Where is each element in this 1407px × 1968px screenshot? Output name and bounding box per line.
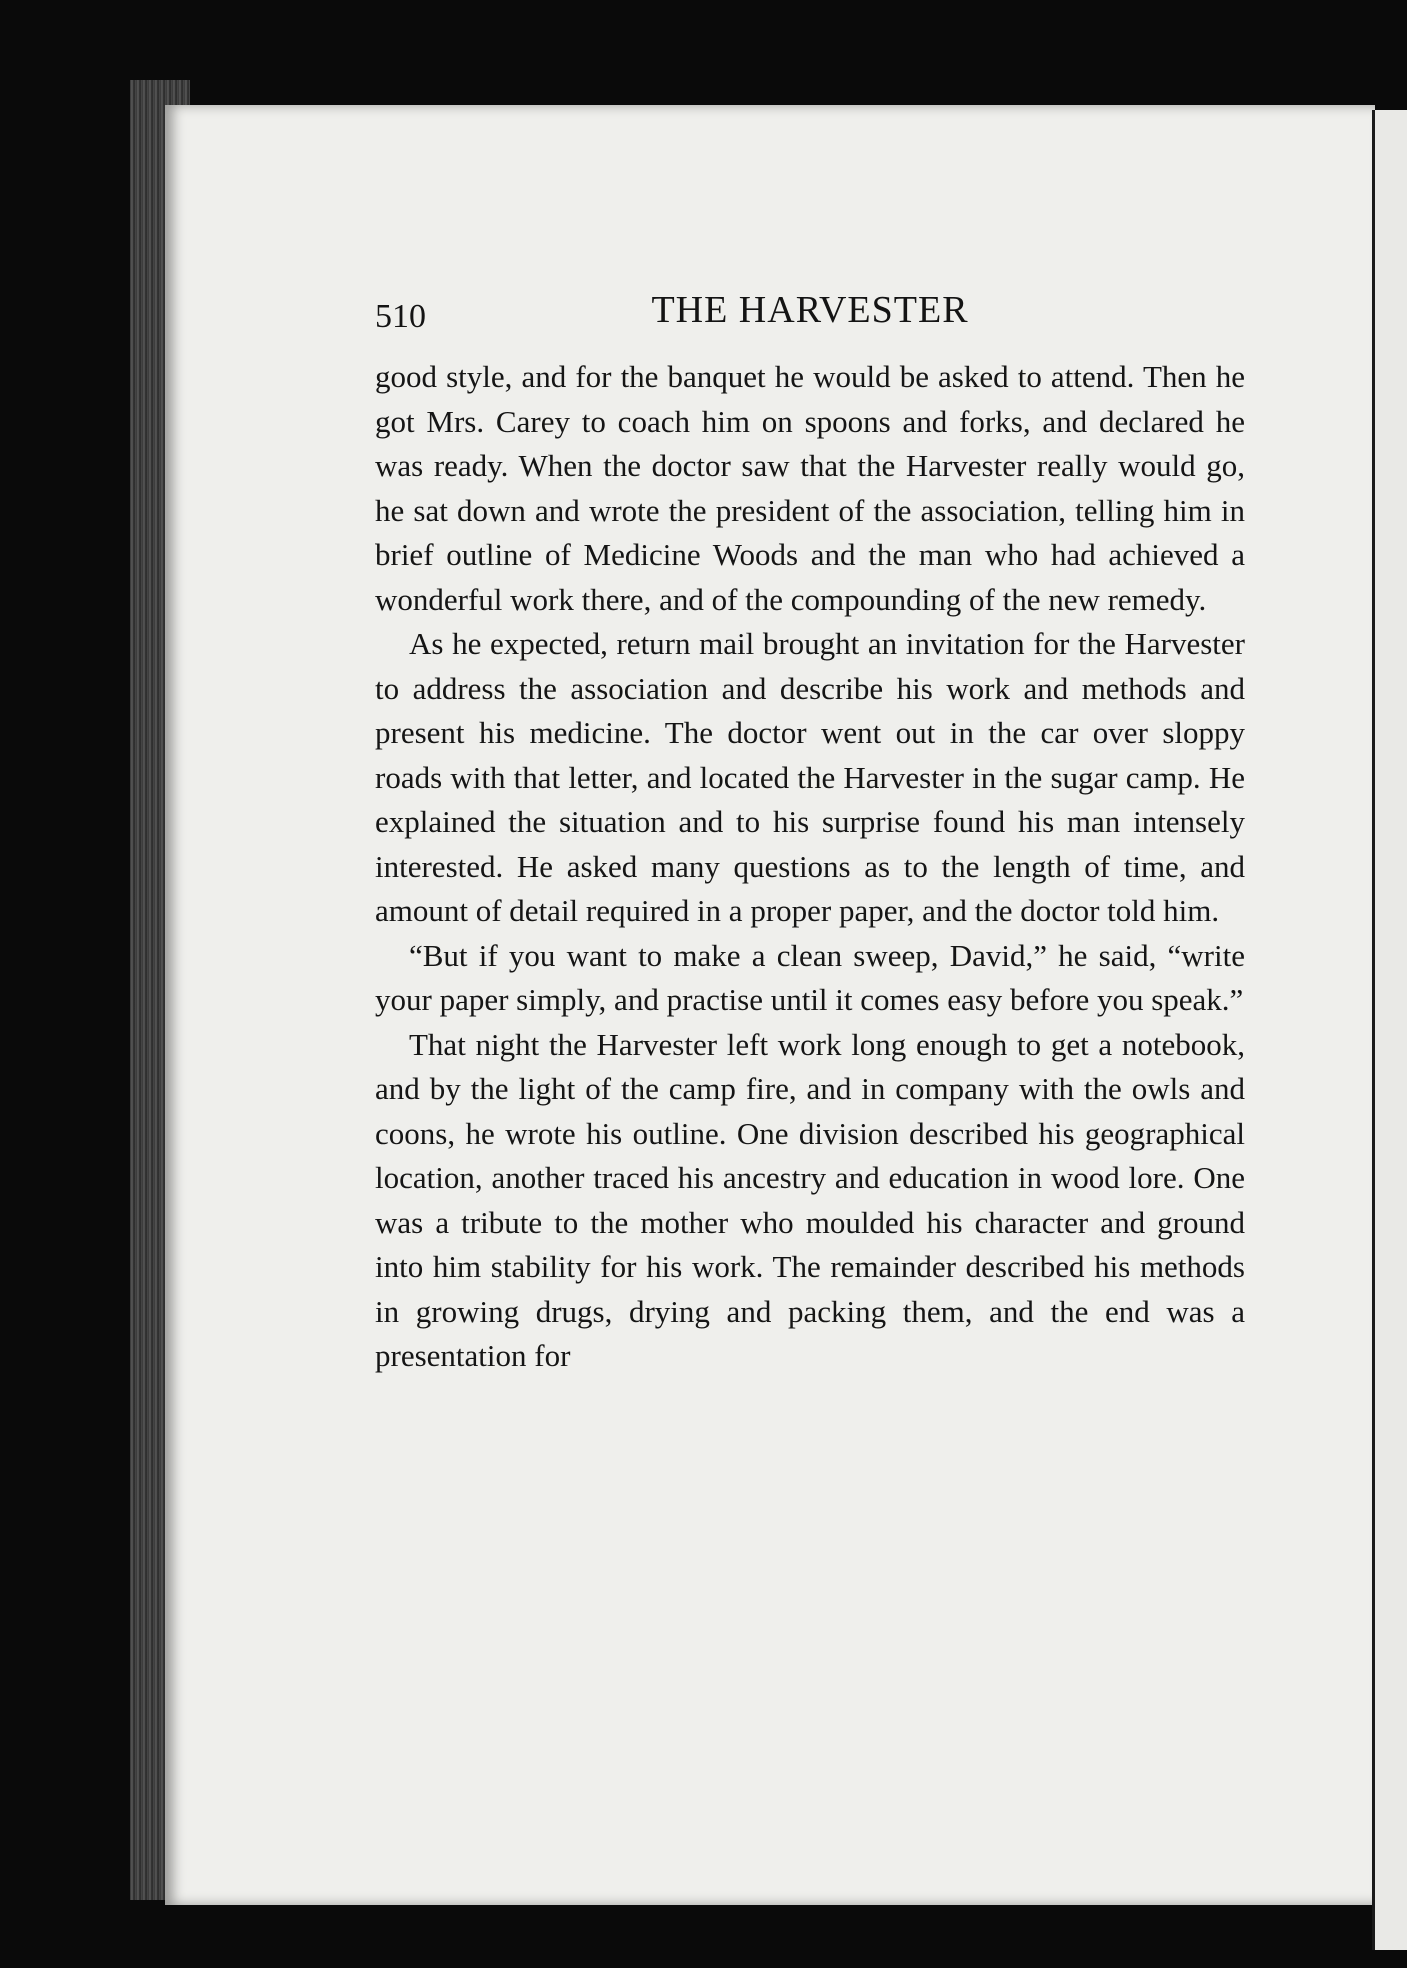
paragraph: That night the Harvester left work long enough to get a notebook, and by the light of the camp fire, and in company with the owls and coons, he wrote his outline. One division described his geographical location, another traced his ancestry and education in wood lore. One was a tribute to the mother who moulded his character and ground into him stability for his work. The remainder described his methods in growing drugs, drying and packing them, and the end was a presentation for [375, 1026, 1245, 1373]
running-head: THE HARVESTER [651, 289, 969, 331]
paragraph: As he expected, return mail brought an invitation for the Harvester to address the association and describe his work and methods and present his medicine. The doctor went out in the car over sloppy roads with that letter, and located the Harvester in the sugar camp. He explained the situation and to his surprise found his man intensely interested. He asked many questions as to the length of time, and amount of detail required in a proper paper, and the doctor told him. [375, 626, 1245, 928]
page-header [375, 288, 1245, 348]
paragraph: good style, and for the banquet he would be asked to attend. Then he got Mrs. Carey to coach him on spoons and forks, and declared he was ready. When the doctor saw that the Harvester really would go, he sat down and wrote the president of the association, telling him in brief outline of Medicine Woods and the man who had achieved a wonderful work there, and of the compounding of the new remedy. [375, 359, 1245, 617]
body-text [375, 355, 1245, 1379]
page-number: 510 [375, 298, 426, 335]
facing-page-edge [1375, 110, 1407, 1950]
paragraph: “But if you want to make a clean sweep, David,” he said, “write your paper simply, and practise until it comes easy before you speak.” [375, 937, 1245, 1017]
